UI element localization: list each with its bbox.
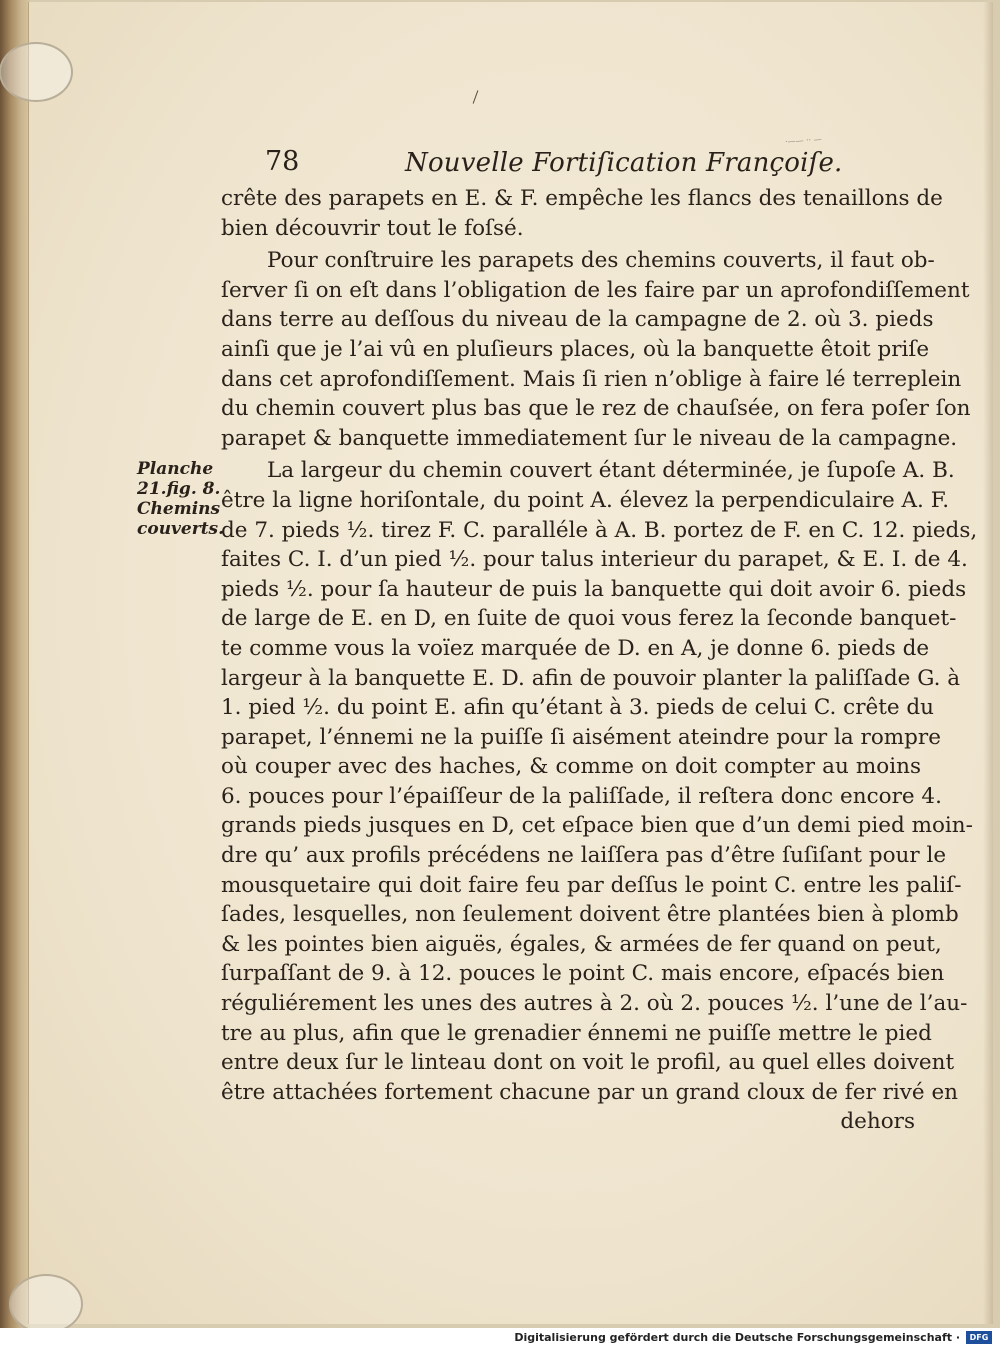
text-line: dans cet aprofondiſſement. Mais ſi rien n’oblige à faire lé terreplein <box>221 366 962 392</box>
text-line: Pour conſtruire les parapets des chemins couverts, il faut ob- <box>267 248 935 274</box>
text-line: largeur à la banquette E. D. afin de pouvoir planter la paliſſade G. à <box>221 665 961 691</box>
body-text <box>221 184 978 1137</box>
text-line: entre deux ſur le linteau dont on voit le profil, au quel elles doivent <box>221 1050 955 1076</box>
text-line: de large de E. en D, en ſuite de quoi vous ferez la ſeconde banquet- <box>221 606 957 632</box>
text-line: crête des parapets en E. & F. empêche les flancs des tenaillons de <box>221 186 943 211</box>
ink-speck <box>473 90 479 103</box>
text-line: bien découvrir tout le foſsé. <box>221 215 524 241</box>
text-line: du chemin couvert plus bas que le rez de chauſsée, on fera poſer ſon <box>221 396 971 422</box>
text-line: de 7. pieds ½. tirez F. C. paralléle à A. B. portez de F. en C. 12. pieds, <box>221 517 978 543</box>
text-line: parapet & banquette immediatement ſur le niveau de la campagne. <box>221 425 958 451</box>
book-spine <box>0 0 30 1328</box>
margin-note <box>137 459 225 539</box>
text-line: dans terre au deſſous du niveau de la campagne de 2. où 3. pieds <box>221 307 934 333</box>
text-line: & les pointes bien aiguës, égales, & armées de fer quand on peut, <box>221 931 942 957</box>
dfg-logo-icon: DFG <box>966 1331 992 1344</box>
catchword: dehors <box>840 1109 915 1135</box>
text-line: La largeur du chemin couvert étant déterminée, je ſupoſe A. B. <box>267 458 955 484</box>
text-line: te comme vous la voïez marquée de D. en A, je donne 6. pieds de <box>221 635 930 661</box>
text-line: ſades, lesquelles, non ſeulement doivent être plantées bien à plomb <box>221 902 959 928</box>
text-line: être la ligne horiſontale, du point A. élevez la perpendiculaire A. F. <box>221 487 950 513</box>
text-line: 6. pouces pour l’épaiſſeur de la paliſſade, il reſtera donc encore 4. <box>221 783 942 809</box>
running-header <box>29 146 993 186</box>
text-line: ainſi que je l’ai vû en pluſieurs places, où la banquette êtoit priſe <box>221 336 930 362</box>
text-line: pieds ½. pour ſa hauteur de puis la banquette qui doit avoir 6. pieds <box>221 576 967 602</box>
margin-note-line: Chemins <box>137 499 221 519</box>
page-edge-shadow <box>983 2 993 1324</box>
text-line: faites C. I. d’un pied ½. pour talus interieur du parapet, & E. I. de 4. <box>221 547 968 573</box>
binding-ring-bottom <box>9 1274 83 1334</box>
margin-note-line: 21.fig. 8. <box>137 479 221 499</box>
library-stamp: ·—— ·· — <box>784 134 822 147</box>
text-line: parapet, l’énnemi ne la puiſſe ſi aisément ateindre pour la rompre <box>221 724 941 750</box>
margin-note-line: Planche <box>137 459 214 479</box>
text-line: 1. pied ½. du point E. afin qu’étant à 3. pieds de celui C. crête du <box>221 695 935 721</box>
paragraph-2 <box>221 246 971 453</box>
margin-note-line: couverts. <box>137 519 225 539</box>
digitization-footer <box>0 1328 1000 1348</box>
paragraph-1 <box>221 184 943 243</box>
text-line: ſerver ſi on eſt dans l’obligation de les faire par un aprofondiſſement <box>221 277 970 303</box>
text-line: dre qu’ aux profils précédens ne laiſſera pas d’être ſuſiſant pour le <box>221 843 947 869</box>
text-line: grands pieds jusques en D, cet eſpace bien que d’un demi pied moin- <box>221 813 973 839</box>
text-line: où couper avec des haches, & comme on doit compter au moins <box>221 754 921 780</box>
paragraph-3 <box>221 456 978 1107</box>
text-line: tre au plus, afin que le grenadier énnemi ne puiſſe mettre le pied <box>221 1020 932 1046</box>
text-line: mousquetaire qui doit faire feu par deſſus le point C. entre les paliſ- <box>221 872 962 898</box>
book-page <box>28 2 993 1324</box>
running-title: Nouvelle Fortiſication Françoiſe. <box>405 148 843 178</box>
binding-ring-top <box>0 42 73 102</box>
funding-credit: Digitalisierung gefördert durch die Deutsche Forschungsgemeinschaft · <box>514 1331 960 1344</box>
text-line: être attachées fortement chacune par un grand cloux de fer rivé en <box>221 1079 959 1105</box>
text-line: ſurpaſſant de 9. à 12. pouces le point C. mais encore, eſpacés bien <box>221 961 945 987</box>
text-line: réguliérement les unes des autres à 2. où 2. pouces ½. l’une de l’au- <box>221 991 968 1017</box>
page-number: 78 <box>265 146 300 177</box>
